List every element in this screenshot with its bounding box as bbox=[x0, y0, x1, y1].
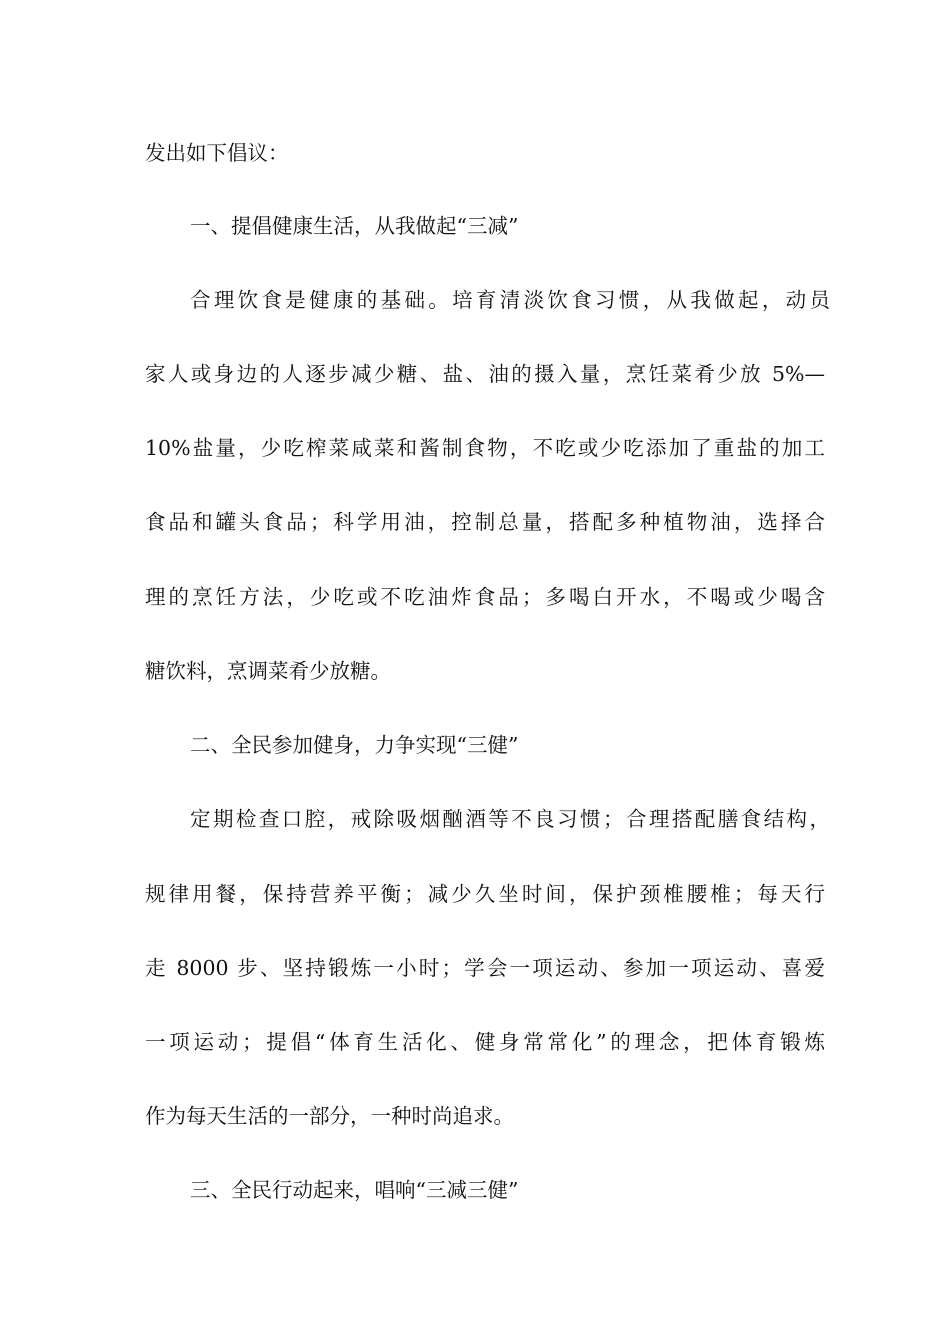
paragraph-2-line-2: 规律用餐，保持营养平衡；减少久坐时间，保护颈椎腰椎；每天行 bbox=[145, 882, 825, 906]
paragraph-1-line-3: 10%盐量，少吃榨菜咸菜和酱制食物，不吃或少吃添加了重盐的加工 bbox=[145, 436, 825, 460]
paragraph-1-line-5: 理的烹饪方法，少吃或不吃油炸食品；多喝白开水，不喝或少喝含 bbox=[145, 585, 825, 609]
section-heading-2: 二、全民参加健身，力争实现“三健” bbox=[190, 733, 519, 757]
paragraph-2-line-4: 一项运动；提倡“体育生活化、健身常常化”的理念，把体育锻炼 bbox=[145, 1030, 825, 1054]
intro-line: 发出如下倡议： bbox=[145, 141, 289, 165]
paragraph-2-line-3: 走 8000 步、坚持锻炼一小时；学会一项运动、参加一项运动、喜爱 bbox=[145, 956, 825, 980]
paragraph-2-line-5: 作为每天生活的一部分，一种时尚追求。 bbox=[145, 1104, 514, 1128]
paragraph-1-line-2: 家人或身边的人逐步减少糖、盐、油的摄入量，烹饪菜肴少放 5%— bbox=[145, 362, 825, 386]
section-heading-3: 三、全民行动起来，唱响“三减三健” bbox=[190, 1178, 519, 1202]
section-heading-1: 一、提倡健康生活，从我做起“三减” bbox=[190, 214, 519, 238]
paragraph-1-line-4: 食品和罐头食品；科学用油，控制总量，搭配多种植物油，选择合 bbox=[145, 510, 825, 534]
paragraph-2-line-1: 定期检查口腔，戒除吸烟酗酒等不良习惯；合理搭配膳食结构， bbox=[190, 807, 830, 831]
paragraph-1-line-6: 糖饮料，烹调菜肴少放糖。 bbox=[145, 659, 391, 683]
paragraph-1-line-1: 合理饮食是健康的基础。培育清淡饮食习惯，从我做起，动员 bbox=[190, 288, 830, 312]
